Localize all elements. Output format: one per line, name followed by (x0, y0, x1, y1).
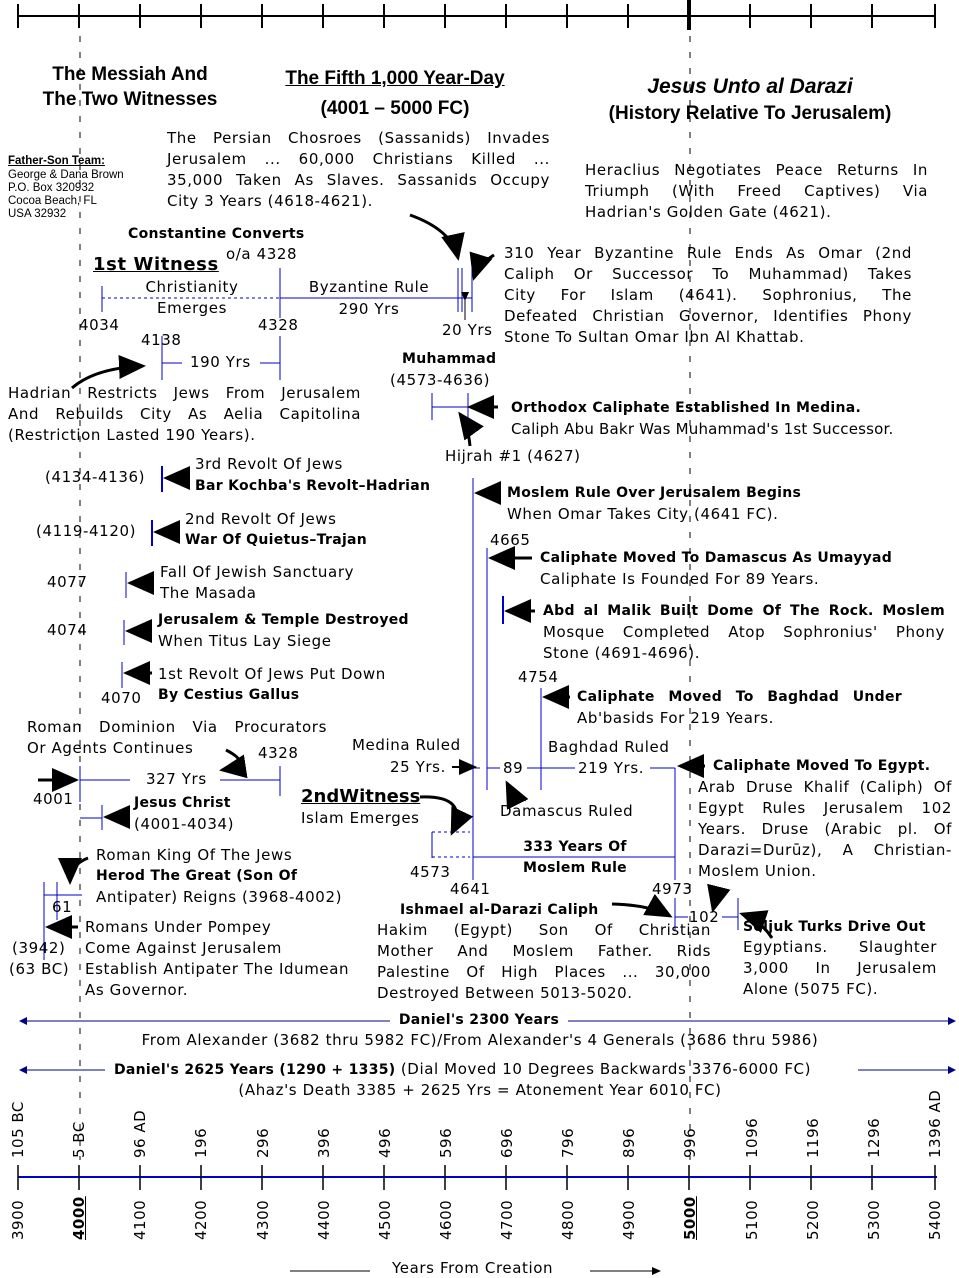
alexander-label: From Alexander (3682 thru 5982 FC)/From Alexander's 4 Generals (3686 thru 5986) (141, 1031, 819, 1049)
moslem-rule-line1: Moslem Rule Over Jerusalem Begins (507, 485, 802, 501)
years-20: 20 Yrs (442, 321, 493, 339)
revolt3-line1: 3rd Revolt Of Jews (195, 455, 343, 473)
fc-tick-label: 5300 (864, 1199, 883, 1240)
byzantine-290: 290 Yrs (338, 300, 400, 318)
egypt-line6: Moslem Union. (698, 862, 817, 880)
era-tick-label: 1296 (864, 1117, 883, 1158)
years-190: 190 Yrs (190, 353, 251, 371)
christianity-line2: Emerges (157, 299, 227, 317)
year-3942: (3942) (12, 939, 66, 957)
revolt2-line2: War Of Quietus–Trajan (185, 532, 368, 548)
year-63bc: (63 BC) (9, 960, 70, 978)
herod-61: 61 (52, 898, 73, 916)
muhammad-dates: (4573-4636) (390, 371, 491, 389)
fc-tick-label: 4600 (436, 1199, 455, 1240)
dome-line3: Stone (4691-4696). (543, 644, 701, 662)
title-messiah-line2: The Two Witnesses (42, 89, 218, 110)
egypt-line3: Egypt Rules Jerusalem 102 (698, 799, 952, 817)
ishmael-line4: Palestine Of High Places ... 30,000 (377, 963, 711, 981)
era-tick-label: 396 (314, 1127, 333, 1158)
egypt-line5: Darazi=Durūz), A Christian- (698, 841, 952, 859)
era-tick-label: 696 (498, 1127, 517, 1158)
title-fifth-day: The Fifth 1,000 Year-Day (285, 68, 505, 89)
title-messiah-line1: The Messiah And (52, 64, 208, 85)
titus-line1: Jerusalem & Temple Destroyed (158, 612, 409, 628)
orthodox-line1: Orthodox Caliphate Established In Medina. (511, 400, 862, 416)
revolt2-line1: 2nd Revolt Of Jews (185, 510, 337, 528)
byzantine-end-line5: Stone To Sultan Omar Ibn Al Khattab. (504, 328, 805, 346)
team-box: P.O. Box 320932 (8, 182, 95, 194)
heraclius-line2: Triumph (With Freed Captives) Via (585, 182, 928, 200)
era-tick-label: 896 (620, 1127, 639, 1158)
year-4665: 4665 (490, 531, 531, 549)
era-tick-label: 996 (681, 1127, 700, 1158)
constantine-line2: o/a 4328 (226, 245, 298, 263)
year-4074: 4074 (47, 621, 88, 639)
egypt-line4: Years. Druse (Arabic pl. Of (698, 820, 952, 838)
era-tick-label: 5 BC (70, 1121, 89, 1158)
heraclius-line1: Heraclius Negotiates Peace Returns In (585, 161, 928, 179)
pompey-line3: Establish Antipater The Idumean (85, 960, 350, 978)
egypt-line2: Arab Druse Khalif (Caliph) Of (698, 778, 952, 796)
pompey-line4: As Governor. (85, 981, 189, 999)
fc-tick-label: 4700 (498, 1199, 517, 1240)
heraclius-line3: Hadrian's Golden Gate (4621). (585, 203, 832, 221)
persian-line1: The Persian Chosroes (Sassanids) Invades (167, 129, 550, 147)
dome-line2: Mosque Completed Atop Sophronius' Phony (543, 623, 945, 641)
revolt3-line2: Bar Kochba's Revolt–Hadrian (195, 478, 431, 494)
fc-tick-label: 5400 (926, 1199, 944, 1240)
fc-tick-label: 3900 (9, 1199, 27, 1240)
year-4973: 4973 (652, 880, 693, 898)
damascus-line1: Caliphate Moved To Damascus As Umayyad (540, 550, 893, 566)
masada-line2: The Masada (160, 584, 257, 602)
title-jesus-darazi: Jesus Unto al Darazi (647, 75, 853, 98)
fc-tick-label: 4400 (314, 1199, 333, 1240)
year-4754: 4754 (518, 668, 559, 686)
hadrian-line2: And Rebuilds City As Aelia Capitolina (8, 405, 361, 423)
byzantine-label: Byzantine Rule (308, 278, 430, 296)
years-333-line1: 333 Years Of (523, 839, 627, 855)
baghdad-219: 219 Yrs. (578, 759, 645, 777)
title-history: (History Relative To Jerusalem) (608, 103, 892, 124)
team-country: USA 32932 (8, 208, 67, 220)
team-names: George & Dana Brown (8, 169, 124, 181)
roman-line1: Roman Dominion Via Procurators (27, 718, 327, 736)
byzantine-end-line1: 310 Year Byzantine Rule Ends As Omar (2nd (504, 244, 912, 262)
ishmael-line3: Mother And Moslem Father. Rids (377, 942, 711, 960)
era-tick-label: 596 (436, 1127, 455, 1158)
years-327: 327 Yrs (146, 770, 207, 788)
herod-line1: Roman King Of The Jews (96, 846, 293, 864)
egypt-line1: Caliphate Moved To Egypt. (713, 758, 931, 774)
era-tick-label: 1096 (742, 1117, 761, 1158)
damascus-line2: Caliphate Is Founded For 89 Years. (540, 570, 820, 588)
jesus-line1: Jesus Christ (134, 795, 231, 811)
revolt2-dates: (4119-4120) (36, 522, 137, 540)
damascus-89: 89 (503, 759, 524, 777)
era-tick-label: 1396 AD (926, 1089, 944, 1158)
jesus-line2: (4001-4034) (134, 815, 235, 833)
masada-line1: Fall Of Jewish Sanctuary (160, 563, 355, 581)
hadrian-line3: (Restriction Lasted 190 Years). (8, 426, 256, 444)
era-tick-label: 96 AD (131, 1109, 150, 1158)
fc-tick-label: 5100 (742, 1199, 761, 1240)
herod-line2: Herod The Great (Son Of (96, 868, 298, 884)
year-4641: 4641 (450, 880, 491, 898)
team-city: Cocoa Beach, FL (8, 195, 97, 207)
ahaz-label: (Ahaz's Death 3385 + 2625 Yrs = Atonement Year 6010 FC) (238, 1081, 722, 1099)
islam-emerges: Islam Emerges (301, 809, 420, 827)
top-ruler (18, 0, 935, 30)
baghdad-ruled: Baghdad Ruled (548, 738, 670, 756)
constantine-line1: Constantine Converts (128, 226, 305, 242)
second-witness-label: 2ndWitness (301, 786, 421, 807)
byzantine-end-line2: Caliph Or Successor To Muhammad) Takes (504, 265, 912, 283)
title-fifth-day-range: (4001 – 5000 FC) (320, 98, 470, 119)
year-4573: 4573 (410, 863, 451, 881)
revolt1-line1: 1st Revolt Of Jews Put Down (158, 665, 386, 683)
daniel-2625-bold: Daniel's 2625 Years (1290 + 1335) (114, 1062, 396, 1078)
revolt3-dates: (4134-4136) (45, 468, 146, 486)
byzantine-end-line3: City For Islam (4641). Sophronius, The (504, 286, 912, 304)
year-4034: 4034 (79, 316, 120, 334)
year-4070: 4070 (101, 689, 142, 707)
pompey-line1: Romans Under Pompey (85, 918, 272, 936)
year-4077: 4077 (47, 573, 88, 591)
era-tick-label: 296 (253, 1127, 272, 1158)
baghdad-line1: Caliphate Moved To Baghdad Under (577, 689, 902, 705)
egypt-102: 102 (689, 908, 720, 926)
herod-line3: Antipater) Reigns (3968-4002) (96, 888, 343, 906)
seljuk-line2: Egyptians. Slaughter (743, 938, 937, 956)
christianity-line1: Christianity (145, 278, 239, 296)
baghdad-line2: Ab'basids For 219 Years. (577, 709, 775, 727)
persian-line2: Jerusalem ... 60,000 Christians Killed ... (167, 150, 550, 168)
era-tick-label: 796 (559, 1127, 578, 1158)
persian-line4: City 3 Years (4618-4621). (167, 192, 374, 210)
dome-line1: Abd al Malik Built Dome Of The Rock. Moslem (543, 603, 945, 619)
roman-line2: Or Agents Continues (27, 739, 194, 757)
era-tick-label: 105 BC (9, 1101, 27, 1158)
revolt1-line2: By Cestius Gallus (158, 687, 300, 703)
persian-line3: 35,000 Taken As Slaves. Sassanids Occupy (167, 171, 550, 189)
era-tick-label: 1196 (803, 1117, 822, 1158)
daniel-2625-rest: (Dial Moved 10 Degrees Backwards 3376-6000 FC) (400, 1060, 812, 1078)
fc-tick-label: 4800 (559, 1199, 578, 1240)
pompey-line2: Come Against Jerusalem (85, 939, 282, 957)
ishmael-line1: Ishmael al-Darazi Caliph (400, 902, 599, 918)
fc-tick-label: 4000 (70, 1196, 89, 1240)
ishmael-line2: Hakim (Egypt) Son Of Christian (377, 921, 711, 939)
fc-tick-label: 4500 (375, 1199, 394, 1240)
fc-tick-label: 5000 (681, 1196, 700, 1240)
seljuk-line1: Seljuk Turks Drive Out (743, 919, 926, 935)
hijrah-label: Hijrah #1 (4627) (445, 447, 581, 465)
hadrian-line1: Hadrian Restricts Jews From Jerusalem (8, 384, 361, 402)
era-tick-label: 196 (192, 1127, 211, 1158)
titus-line2: When Titus Lay Siege (158, 632, 332, 650)
orthodox-line2: Caliph Abu Bakr Was Muhammad's 1st Successor. (511, 420, 894, 438)
fc-tick-label: 4900 (620, 1199, 639, 1240)
medina-line2: 25 Yrs. (390, 758, 446, 776)
axis-title: Years From Creation (392, 1259, 554, 1277)
year-4328: 4328 (258, 316, 299, 334)
ishmael-line5: Destroyed Between 5013-5020. (377, 984, 633, 1002)
years-333-line2: Moslem Rule (523, 860, 627, 876)
year-4001: 4001 (33, 790, 74, 808)
year-4138: 4138 (141, 331, 182, 349)
team-heading: Father-Son Team: (8, 155, 105, 167)
seljuk-line4: Alone (5075 FC). (743, 980, 879, 998)
muhammad-label: Muhammad (402, 351, 497, 367)
moslem-rule-line2: When Omar Takes City (4641 FC). (507, 505, 779, 523)
first-witness-label: 1st Witness (93, 254, 219, 275)
seljuk-line3: 3,000 In Jerusalem (743, 959, 937, 977)
damascus-ruled: Damascus Ruled (500, 802, 634, 820)
daniel-2625-label (114, 1059, 811, 1080)
fc-tick-label: 4300 (253, 1199, 272, 1240)
era-tick-label: 496 (375, 1127, 394, 1158)
fc-tick-label: 4100 (131, 1199, 150, 1240)
fc-tick-label: 4200 (192, 1199, 211, 1240)
medina-line1: Medina Ruled (352, 736, 461, 754)
fc-tick-label: 5200 (803, 1199, 822, 1240)
year-4328-b: 4328 (258, 744, 299, 762)
daniel-2300-label: Daniel's 2300 Years (398, 1012, 560, 1028)
byzantine-end-line4: Defeated Christian Governor, Identifies Phony (504, 307, 912, 325)
